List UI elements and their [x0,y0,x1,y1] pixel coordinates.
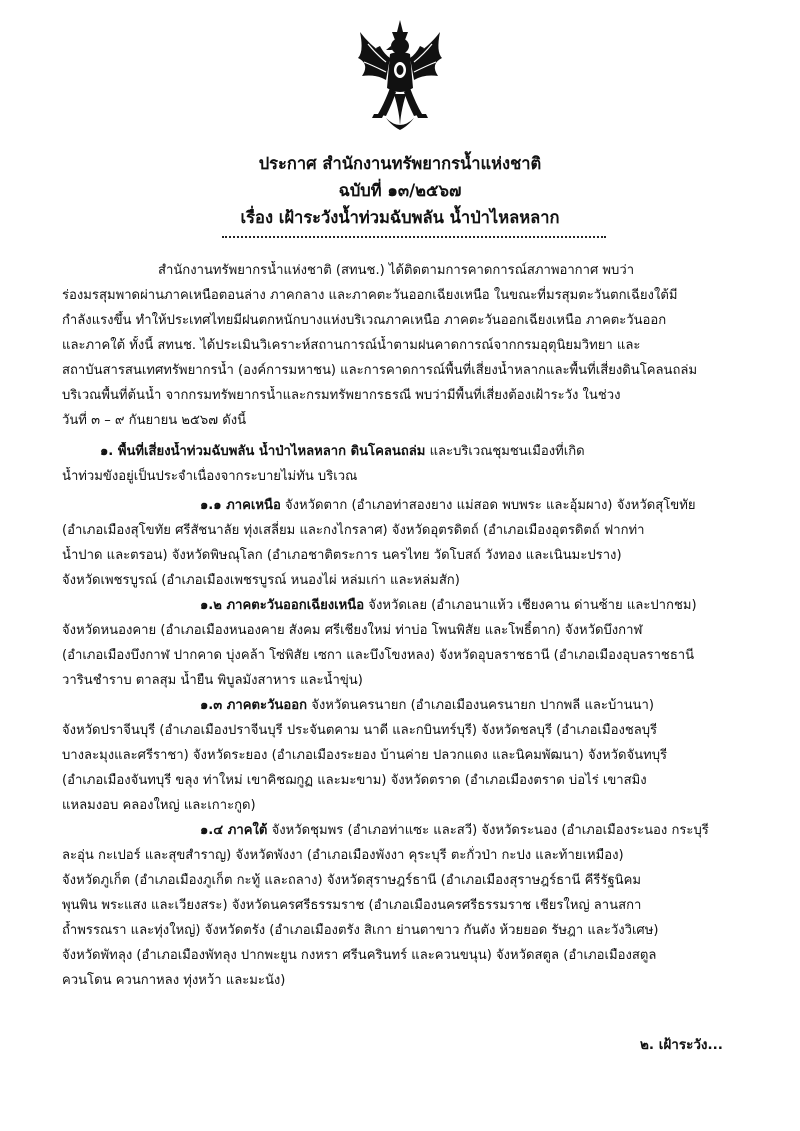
section-northeast-line: (อำเภอเมืองบึงกาฬ ปากคาด บุ่งคล้า โซ่พิสัย เซกา และบึงโขงหลง) จังหวัดอุบลราชธานี (อำเภอเมืองอุบลราชธานี [62,648,695,663]
item-1-title: ๑. พื้นที่เสี่ยงน้ำท่วมฉับพลัน น้ำป่าไหลหลาก ดินโคลนถล่ม [100,444,426,459]
announcement-subject: เรื่อง เฝ้าระวังน้ำท่วมฉับพลัน น้ำป่าไหลหลาก [240,208,560,227]
section-east-line: แหลมงอบ คลองใหญ่ และเกาะกูด) [62,798,256,813]
section-south-line: ละอุ่น กะเปอร์ และสุขสำราญ) จังหวัดพังงา (อำเภอเมืองพังงา คุระบุรี ตะกั่วป่า กะปง และท้ายเหมือง) [62,848,624,863]
section-south-text: จังหวัดชุมพร (อำเภอท่าแซะ และสวี) จังหวัดระนอง (อำเภอเมืองระนอง กระบุรี [267,823,709,838]
section-south-line: พุนพิน พระแสง และเวียงสระ) จังหวัดนครศรีธรรมราช (อำเภอเมืองนครศรีธรรมราช เชียรใหญ่ ลานสกา [62,898,642,913]
intro-line: สำนักงานทรัพยากรน้ำแห่งชาติ (สทนช.) ได้ติดตามการคาดการณ์สภาพอากาศ พบว่า [158,263,635,278]
intro-line: สถาบันสารสนเทศทรัพยากรน้ำ (องค์การมหาชน) และการคาดการณ์พื้นที่เสี่ยงน้ำหลากและพื้นที่เสี่ยงดินโคลนถล่ม [62,363,698,378]
intro-line: วันที่ ๓ – ๙ กันยายน ๒๕๖๗ ดังนี้ [62,413,247,428]
next-page-reference: ๒. เฝ้าระวัง... [640,1037,723,1053]
section-south-line: ถ้ำพรรณรา และทุ่งใหญ่) จังหวัดตรัง (อำเภอเมืองตรัง สิเกา ย่านตาขาว กันตัง ห้วยยอด รัษฎา และวังวิเศษ) [62,923,659,938]
section-north-line: จังหวัดเพชรบูรณ์ (อำเภอเมืองเพชรบูรณ์ หนองไผ่ หล่มเก่า และหล่มสัก) [62,573,460,588]
item-1-text: และบริเวณชุมชนเมืองที่เกิด [425,444,585,459]
section-south-line: จังหวัดภูเก็ต (อำเภอเมืองภูเก็ต กะทู้ และถลาง) จังหวัดสุราษฎร์ธานี (อำเภอเมืองสุราษฎร์ธานี คีรีรัฐนิคม [62,873,642,888]
intro-line: บริเวณพื้นที่ต้นน้ำ จากกรมทรัพยากรน้ำและกรมทรัพยากรธรณี พบว่ามีพื้นที่เสี่ยงต้องเฝ้าระวัง ในช่วง [62,388,621,403]
section-north-text: จังหวัดตาก (อำเภอท่าสองยาง แม่สอด พบพระ และอุ้มผาง) จังหวัดสุโขทัย [280,498,696,513]
announcement-header [0,150,800,231]
section-east-line: (อำเภอเมืองจันทบุรี ขลุง ท่าใหม่ เขาคิชฌกูฏ และมะขาม) จังหวัดตราด (อำเภอเมืองตราด บ่อไร่ เขาสมิง [62,773,647,788]
section-northeast-text: จังหวัดเลย (อำเภอนาแห้ว เชียงคาน ด่านซ้าย และปากชม) [364,598,697,613]
section-north-heading [200,496,740,516]
dotted-divider [222,236,606,238]
section-south-line: จังหวัดพัทลุง (อำเภอเมืองพัทลุง ปากพะยูน กงหรา ศรีนครินทร์ และควนขนุน) จังหวัดสตูล (อำเภอเมืองสตูล [62,948,657,963]
section-east-line: บางละมุงและศรีราชา) จังหวัดระยอง (อำเภอเมืองระยอง บ้านค่าย ปลวกแดง และนิคมพัฒนา) จังหวัดจันทบุรี [62,748,668,763]
section-north-line: (อำเภอเมืองสุโขทัย ศรีสัชนาลัย ทุ่งเสลี่ยม และกงไกรลาศ) จังหวัดอุตรดิตถ์ (อำเภอเมืองอุตรดิตถ์ ฟากท่า [62,523,645,538]
section-east-heading [200,696,740,716]
section-north-line: น้ำปาด และตรอน) จังหวัดพิษณุโลก (อำเภอชาติตระการ นครไทย วัดโบสถ์ วังทอง และเนินมะปราง) [62,548,622,563]
section-south-heading [200,821,740,841]
intro-line: กำลังแรงขึ้น ทำให้ประเทศไทยมีฝนตกหนักบางแห่งบริเวณภาคเหนือ ภาคตะวันออกเฉียงเหนือ ภาคตะวันออก [62,313,667,328]
section-east-text: จังหวัดนครนายก (อำเภอเมืองนครนายก ปากพลี และบ้านนา) [307,698,654,713]
garuda-emblem-icon [350,18,450,136]
intro-line: ร่องมรสุมพาดผ่านภาคเหนือตอนล่าง ภาคกลาง และภาคตะวันออกเฉียงเหนือ ในขณะที่มรสุมตะวันตกเฉียงใต้มี [62,288,678,303]
item-1-line: น้ำท่วมขังอยู่เป็นประจำเนื่องจากระบายไม่ทัน บริเวณ [62,469,358,484]
section-northeast-title: ๑.๒ ภาคตะวันออกเฉียงเหนือ [200,598,365,613]
intro-line: และภาคใต้ ทั้งนี้ สทนช. ได้ประเมินวิเคราะห์สถานการณ์น้ำตามฝนคาดการณ์จากกรมอุตุนิยมวิทยา และ [62,338,641,353]
section-east-line: จังหวัดปราจีนบุรี (อำเภอเมืองปราจีนบุรี ประจันตคาม นาดี และกบินทร์บุรี) จังหวัดชลบุรี (อำเภอเมืองชลบุรี [62,723,658,738]
section-northeast-line: จังหวัดหนองคาย (อำเภอเมืองหนองคาย สังคม ศรีเชียงใหม่ ท่าบ่อ โพนพิสัย และโพธิ์ตาก) จังหวัดบึงกาฬ [62,623,643,638]
section-northeast-heading [200,596,740,616]
announcement-title: ประกาศ สำนักงานทรัพยากรน้ำแห่งชาติ [258,154,542,173]
section-east-title: ๑.๓ ภาคตะวันออก [200,698,308,713]
section-northeast-line: วารินชำราบ ตาลสุม น้ำยืน พิบูลมังสาหาร และน้ำขุ่น) [62,673,363,688]
section-south-title: ๑.๔ ภาคใต้ [200,823,268,838]
section-south-line: ควนโดน ควนกาหลง ทุ่งหว้า และมะนัง) [62,973,286,988]
announcement-number: ฉบับที่ ๑๓/๒๕๖๗ [338,181,462,200]
section-north-title: ๑.๑ ภาคเหนือ [200,498,281,513]
item-1-heading [100,442,740,462]
